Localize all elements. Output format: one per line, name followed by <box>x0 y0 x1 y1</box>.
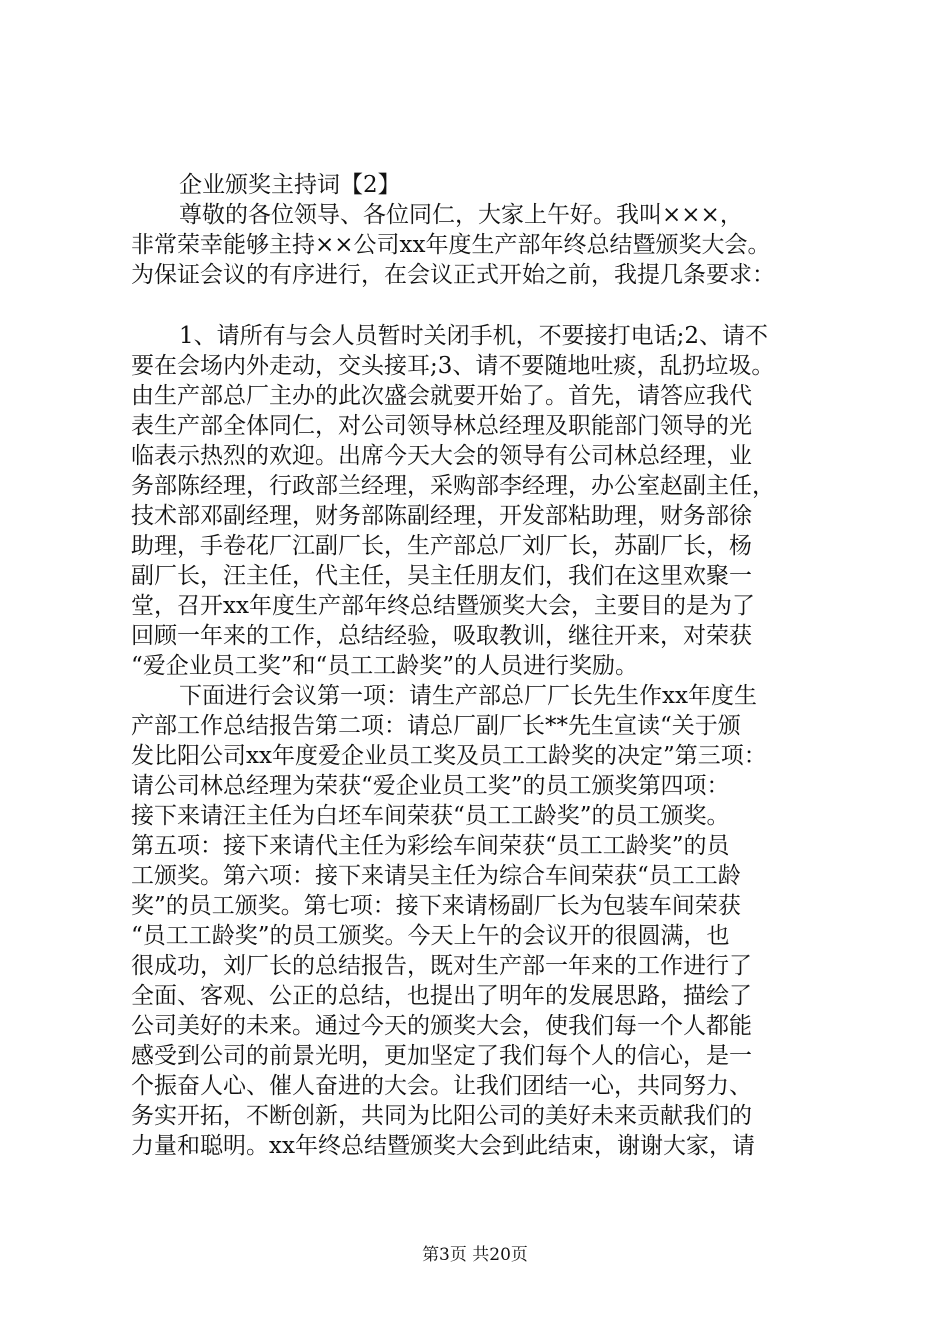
text-line: 公司美好的未来。通过今天的颁奖大会，使我们每一个人都能 <box>131 1013 752 1039</box>
text-line: 感受到公司的前景光明，更加坚定了我们每个人的信心，是一 <box>131 1043 752 1069</box>
text-line: “爱企业员工奖”和“员工工龄奖”的人员进行奖励。 <box>131 653 639 679</box>
text-line: 表生产部全体同仁，对公司领导林总经理及职能部门领导的光 <box>131 413 752 439</box>
paragraph-spacer <box>131 290 831 321</box>
text-line: 个振奋人心、催人奋进的大会。让我们团结一心，共同努力、 <box>131 1073 752 1099</box>
text-line: 临表示热烈的欢迎。出席今天大会的领导有公司林总经理，业 <box>131 443 752 469</box>
text-line: 要在会场内外走动，交头接耳;3、请不要随地吐痰，乱扔垃圾。 <box>131 353 775 379</box>
text-line: 回顾一年来的工作，总结经验，吸取教训，继往开来，对荣获 <box>131 623 752 649</box>
text-line: 1、请所有与会人员暂时关闭手机，不要接打电话;2、请不 <box>179 323 769 349</box>
text-line: 堂，召开xx年度生产部年终总结暨颁奖大会，主要目的是为了 <box>131 593 755 619</box>
text-line: 产部工作总结报告第二项：请总厂副厂长**先生宣读“关于颁 <box>131 713 741 739</box>
text-line: 副厂长，汪主任，代主任，吴主任朋友们，我们在这里欢聚一 <box>131 563 752 589</box>
page-number-footer: 第3页 共20页 <box>422 1245 528 1265</box>
text-line: 务部陈经理，行政部兰经理，采购部李经理，办公室赵副主任， <box>131 473 775 499</box>
text-line: “员工工龄奖”的员工颁奖。今天上午的会议开的很圆满，也 <box>131 923 730 949</box>
text-line: 由生产部总厂主办的此次盛会就要开始了。首先，请答应我代 <box>131 383 752 409</box>
text-line: 技术部邓副经理，财务部陈副经理，开发部粘助理，财务部徐 <box>131 503 752 529</box>
text-line: 为保证会议的有序进行，在会议正式开始之前，我提几条要求： <box>131 262 775 288</box>
text-line: 第五项：接下来请代主任为彩绘车间荣获“员工工龄奖”的员 <box>131 833 730 859</box>
text-line: 工颁奖。第六项：接下来请吴主任为综合车间荣获“员工工龄 <box>131 863 741 889</box>
paragraph-greeting <box>131 200 831 290</box>
text-line: 请公司林总经理为荣获“爱企业员工奖”的员工颁奖第四项： <box>131 773 730 799</box>
text-line: 发比阳公司xx年度爱企业员工奖及员工工龄奖的决定”第三项： <box>131 743 767 769</box>
text-line: 非常荣幸能够主持××公司xx年度生产部年终总结暨颁奖大会。 <box>131 232 771 258</box>
text-line: 力量和聪明。xx年终总结暨颁奖大会到此结束，谢谢大家，请 <box>131 1133 755 1159</box>
document-title: 企业颁奖主持词【2】 <box>179 172 401 198</box>
text-line: 助理，手卷花厂江副厂长，生产部总厂刘厂长，苏副厂长，杨 <box>131 533 752 559</box>
paragraph-agenda <box>131 681 831 1161</box>
text-line: 下面进行会议第一项：请生产部总厂厂长先生作xx年度生 <box>179 683 757 709</box>
text-line: 很成功，刘厂长的总结报告，既对生产部一年来的工作进行了 <box>131 953 752 979</box>
text-line: 接下来请汪主任为白坯车间荣获“员工工龄奖”的员工颁奖。 <box>131 803 730 829</box>
text-line: 全面、客观、公正的总结，也提出了明年的发展思路，描绘了 <box>131 983 752 1009</box>
paragraph-rules-and-welcome <box>131 321 831 681</box>
text-line: 尊敬的各位领导、各位同仁，大家上午好。我叫×××， <box>179 202 743 228</box>
text-line: 奖”的员工颁奖。第七项：接下来请杨副厂长为包装车间荣获 <box>131 893 741 919</box>
text-line: 务实开拓，不断创新，共同为比阳公司的美好未来贡献我们的 <box>131 1103 752 1129</box>
document-body <box>131 170 831 1161</box>
